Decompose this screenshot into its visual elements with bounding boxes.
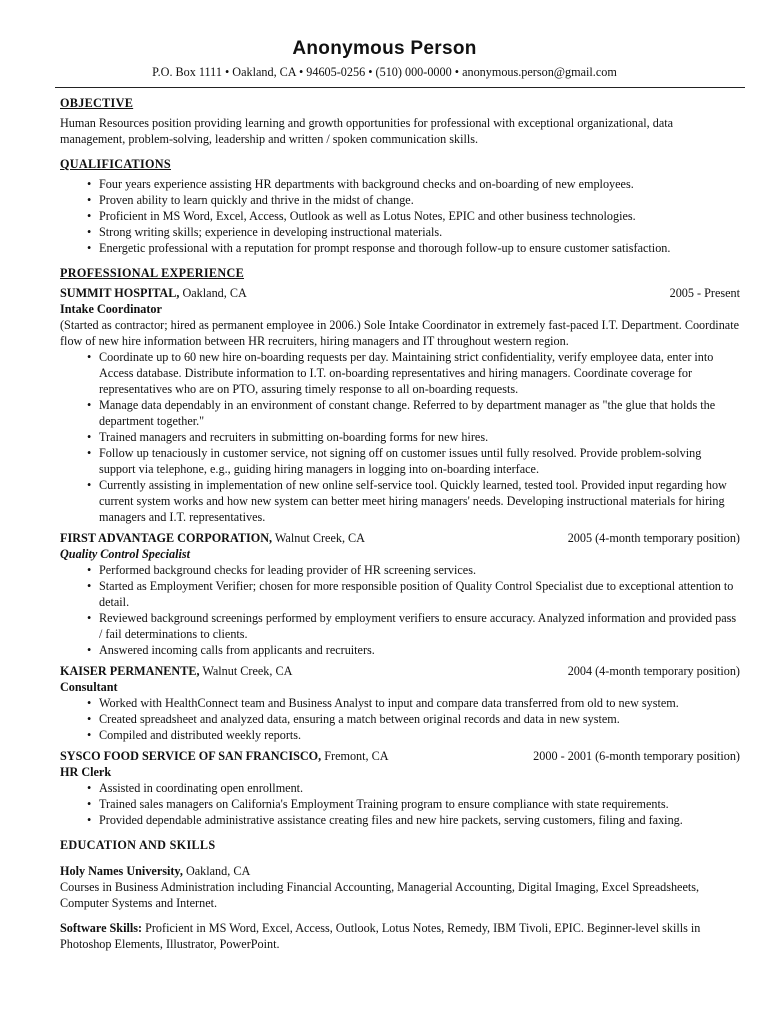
company-name: FIRST ADVANTAGE CORPORATION, [60,531,273,545]
courses-text: Courses in Business Administration including Financial Accounting, Managerial Accounting, Digital Imaging, Excel Spreadsheets, Computer Systems and Internet. [60,880,700,910]
list-item: • Created spreadsheet and analyzed data, ensuring a match between original records and data in new system. [87,712,620,726]
job-title: HR Clerk [60,765,112,779]
list-item: • Performed background checks for leading provider of HR screening services. [87,563,477,577]
job-bullets [60,695,740,743]
header-divider [55,87,745,88]
list-item: • Energetic professional with a reputation for prompt response and thorough follow-up to ensure customer satisfaction. [87,241,671,255]
candidate-name: Anonymous Person [292,38,477,59]
list-item: • Started as Employment Verifier; chosen for more responsible position of Quality Control Specialist due to exceptional attention to detail. [87,579,734,609]
software-skills [60,920,740,952]
list-item: • Proven ability to learn quickly and thrive in the midst of change. [87,193,414,207]
job-bullets [60,349,740,525]
resume-body [60,95,740,952]
job-title: Intake Coordinator [60,302,162,316]
list-item: • Compiled and distributed weekly reports. [87,728,302,742]
company-location: Fremont, CA [321,749,389,763]
list-item: • Provided dependable administrative assistance creating files and new hire packets, serving customers, filing and faxing. [87,813,683,827]
company-location: Walnut Creek, CA [272,531,365,545]
job-header-sysco [60,748,740,764]
list-item: • Proficient in MS Word, Excel, Access, Outlook as well as Lotus Notes, EPIC and other business technologies. [87,209,636,223]
company-name: SUMMIT HOSPITAL, [60,286,180,300]
objective-text: Human Resources position providing learning and growth opportunities for professional with exceptional organizational, data management, problem-solving, leadership and written / spoken communication skills. [60,116,674,146]
list-item: • Assisted in coordinating open enrollment. [87,781,304,795]
software-skills-text: Proficient in MS Word, Excel, Access, Outlook, Lotus Notes, Remedy, IBM Tivoli, EPIC. Beginner-level skills in Photoshop Elements, Illustrator, PowerPoint. [60,921,701,951]
job-bullets [60,780,740,828]
qualifications-list [60,176,740,256]
list-item: • Trained sales managers on California's Employment Training program to ensure compliance with state requirements. [87,797,669,811]
job-dates: 2005 (4-month temporary position) [567,531,740,545]
school-location: Oakland, CA [182,864,251,878]
job-header-first-advantage [60,530,740,546]
list-item: • Four years experience assisting HR departments with background checks and on-boarding of new employees. [87,177,634,191]
job-bullets [60,562,740,658]
experience-heading: PROFESSIONAL EXPERIENCE [60,266,244,280]
job-dates: 2004 (4-month temporary position) [567,664,740,678]
company-name: SYSCO FOOD SERVICE OF SAN FRANCISCO, [60,749,322,763]
school-name: Holy Names University, [60,864,183,878]
job-dates: 2005 - Present [669,286,740,300]
contact-line: P.O. Box 1111 • Oakland, CA • 94605-0256 • (510) 000-0000 • anonymous.person@gmail.com [152,65,617,79]
job-summary: (Started as contractor; hired as permanent employee in 2006.) Sole Intake Coordinator in extremely fast-paced I.T. Department. Coordinate flow of new hire information between HR recruiters, hiring managers and IT throughout western region. [60,318,739,348]
list-item: • Trained managers and recruiters in submitting on-boarding forms for new hires. [87,430,489,444]
list-item: • Follow up tenaciously in customer service, not signing off on customer issues until fully resolved. Provide problem-solving support via telephone, e.g., guiding hiring managers in logging into on-boarding interface. [87,446,702,476]
objective-heading: OBJECTIVE [60,96,134,110]
job-title: Quality Control Specialist [60,547,191,561]
school-line [60,863,740,879]
list-item: • Manage data dependably in an environment of constant change. Referred to by department manager as "the glue that holds the department together." [87,398,716,428]
list-item: • Currently assisting in implementation of new online self-service tool. Quickly learned, tested tool. Provided input regarding how current system works and how new system can better meet hiring managers' needs. Developing instructional materials for hiring managers and I.T. representatives. [87,478,727,524]
company-location: Oakland, CA [179,286,247,300]
education-heading: EDUCATION AND SKILLS [60,838,216,852]
job-header-summit [60,285,740,301]
company-name: KAISER PERMANENTE, [60,664,200,678]
company-location: Walnut Creek, CA [199,664,293,678]
software-skills-label: Software Skills: [60,921,143,935]
list-item: • Answered incoming calls from applicants and recruiters. [87,643,375,657]
qualifications-heading: QUALIFICATIONS [60,157,171,171]
job-dates: 2000 - 2001 (6-month temporary position) [533,749,740,763]
list-item: • Strong writing skills; experience in developing instructional materials. [87,225,443,239]
list-item: • Worked with HealthConnect team and Business Analyst to input and compare data transferred from old to new system. [87,696,679,710]
job-title: Consultant [60,680,118,694]
job-header-kaiser [60,663,740,679]
list-item: • Coordinate up to 60 new hire on-boarding requests per day. Maintaining strict confidentiality, verify employee data, enter into Access database. Distribute information to I.T. on-boarding representatives and hiring managers. Coordinate coverage for representatives who are on PTO, assuring timely response to all on-boarding requests. [87,350,714,396]
list-item: • Reviewed background screenings performed by employment verifiers to ensure accuracy. Analyzed information and provided pass / fail determinations to clients. [87,611,737,641]
